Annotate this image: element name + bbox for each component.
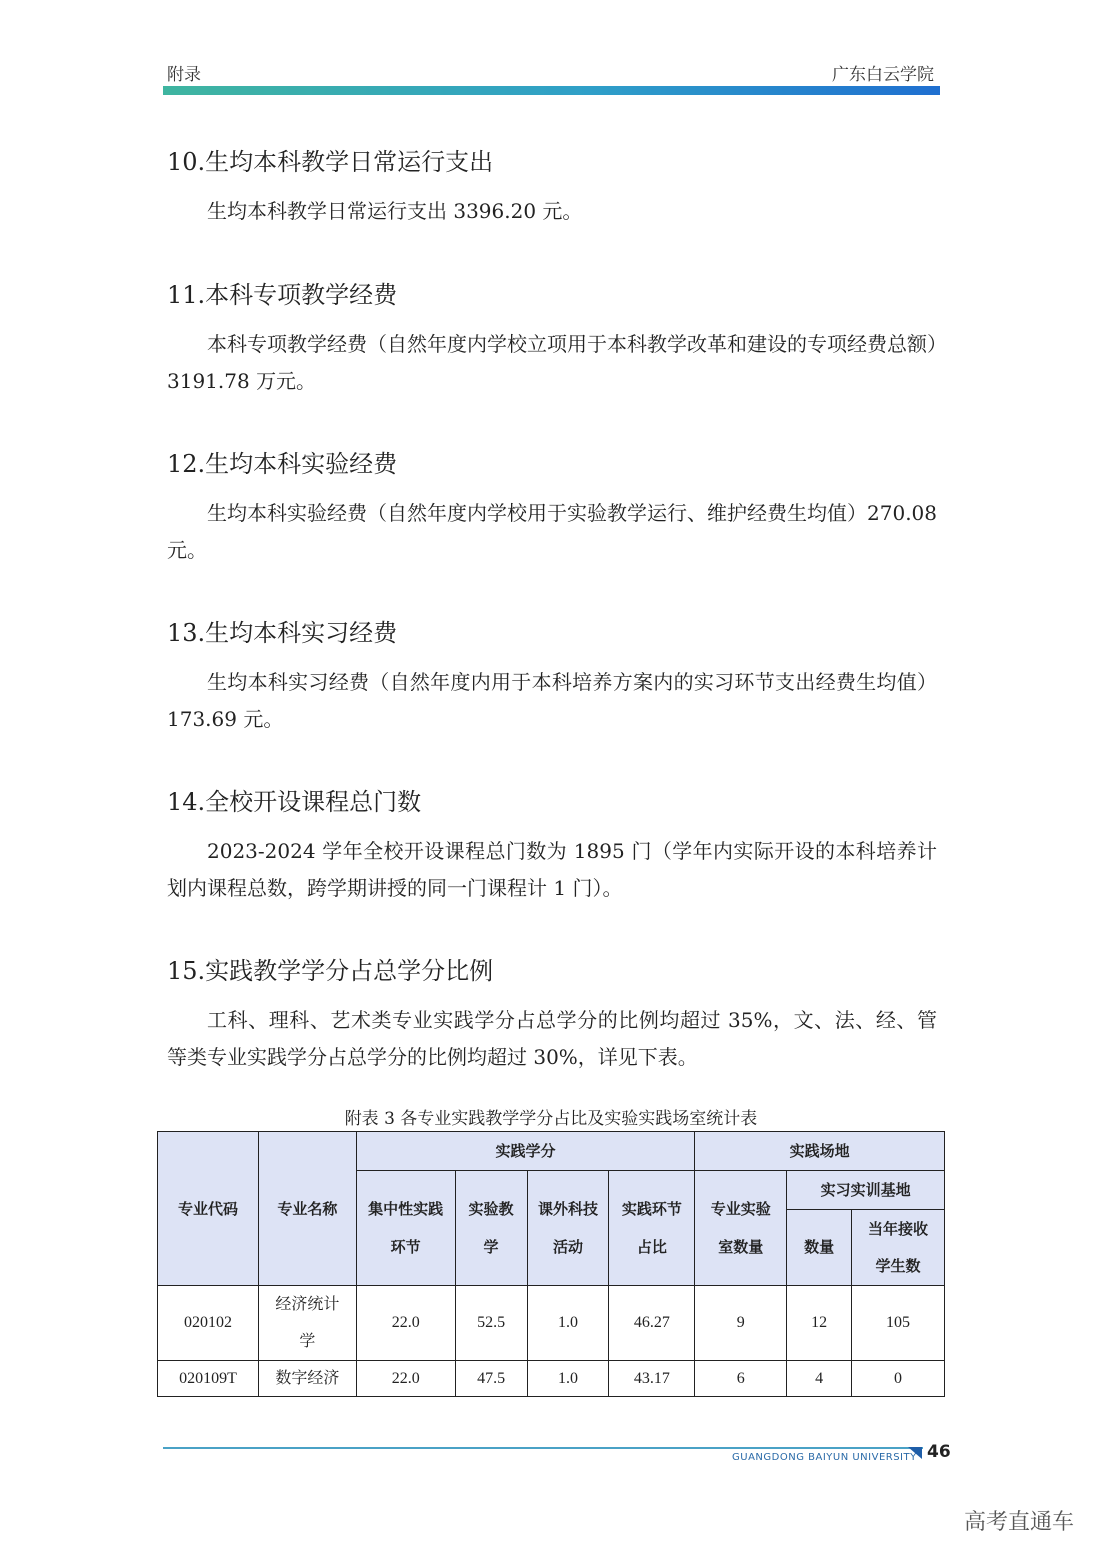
header-extracurricular: 课外科技活动	[527, 1171, 609, 1286]
section-13	[167, 616, 937, 738]
cell-name: 经济统计学	[258, 1286, 356, 1361]
footer-university: GUANGDONG BAIYUN UNIVERSITY	[732, 1452, 917, 1463]
header-practice-sites: 实践场地	[695, 1132, 945, 1171]
cell-students: 0	[852, 1361, 945, 1397]
watermark: 高考直通车	[963, 1510, 1074, 1535]
section-title: 11.本科专项教学经费	[167, 281, 398, 309]
footer-divider	[163, 1447, 923, 1449]
header-ratio: 实践环节占比	[609, 1171, 695, 1286]
section-title: 14.全校开设课程总门数	[167, 788, 422, 816]
section-body: 生均本科教学日常运行支出 3396.20 元。	[207, 199, 583, 223]
section-15	[167, 954, 937, 1076]
cell-code: 020102	[158, 1286, 259, 1361]
section-title: 13.生均本科实习经费	[167, 619, 398, 647]
cell-ratio: 43.17	[609, 1361, 695, 1397]
header-name: 专业名称	[258, 1132, 356, 1286]
header-section-label: 附录	[167, 65, 201, 85]
cell-labs: 6	[695, 1361, 787, 1397]
section-title: 15.实践教学学分占总学分比例	[167, 957, 494, 985]
footer-triangle-icon	[908, 1447, 922, 1459]
cell-base-count: 12	[787, 1286, 852, 1361]
section-14	[167, 785, 937, 907]
cell-concentrated: 22.0	[356, 1361, 455, 1397]
section-body: 生均本科实习经费（自然年度内用于本科培养方案内的实习环节支出经费生均值）173.69 元。	[167, 670, 937, 731]
table-caption: 附表 3 各专业实践教学学分占比及实验实践场室统计表	[344, 1109, 758, 1129]
section-body: 生均本科实验经费（自然年度内学校用于实验教学运行、维护经费生均值）270.08 元。	[167, 501, 937, 562]
cell-labs: 9	[695, 1286, 787, 1361]
practice-credits-table	[157, 1131, 945, 1397]
cell-base-count: 4	[787, 1361, 852, 1397]
header-concentrated: 集中性实践环节	[356, 1171, 455, 1286]
cell-concentrated: 22.0	[356, 1286, 455, 1361]
header-experiment: 实验教学	[455, 1171, 527, 1286]
header-gradient-bar	[163, 86, 940, 95]
header-labs: 专业实验室数量	[695, 1171, 787, 1286]
section-title: 10.生均本科教学日常运行支出	[167, 148, 494, 176]
header-practice-credits: 实践学分	[356, 1132, 695, 1171]
section-11	[167, 278, 937, 400]
header-base-count: 数量	[787, 1210, 852, 1286]
header-university-name: 广东白云学院	[832, 65, 934, 85]
section-body: 本科专项教学经费（自然年度内学校立项用于本科教学改革和建设的专项经费总额）3191.78 万元。	[167, 332, 937, 393]
section-title: 12.生均本科实验经费	[167, 450, 398, 478]
cell-extracurricular: 1.0	[527, 1286, 609, 1361]
cell-ratio: 46.27	[609, 1286, 695, 1361]
section-body: 工科、理科、艺术类专业实践学分占总学分的比例均超过 35%，文、法、经、管等类专业实践学分占总学分的比例均超过 30%，详见下表。	[167, 1008, 937, 1069]
page-number: 46	[927, 1442, 951, 1462]
header-code: 专业代码	[158, 1132, 259, 1286]
cell-code: 020109T	[158, 1361, 259, 1397]
header-students: 当年接收学生数	[852, 1210, 945, 1286]
section-12	[167, 447, 937, 569]
header-bases: 实习实训基地	[787, 1171, 945, 1210]
section-10	[167, 145, 937, 230]
section-body: 2023-2024 学年全校开设课程总门数为 1895 门（学年内实际开设的本科培养计划内课程总数，跨学期讲授的同一门课程计 1 门）。	[167, 839, 937, 900]
cell-experiment: 52.5	[455, 1286, 527, 1361]
cell-name: 数字经济	[258, 1361, 356, 1397]
cell-students: 105	[852, 1286, 945, 1361]
cell-extracurricular: 1.0	[527, 1361, 609, 1397]
cell-experiment: 47.5	[455, 1361, 527, 1397]
